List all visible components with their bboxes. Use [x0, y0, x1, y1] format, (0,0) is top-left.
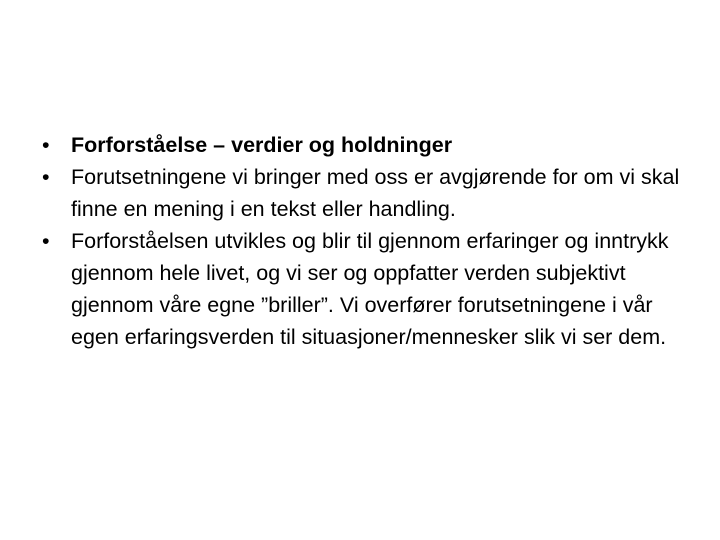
bullet-text: Forforståelse – verdier og holdninger	[71, 133, 453, 157]
bullet-text: Forutsetningene vi bringer med oss er avgjørende for om vi skal finne en mening i en tekst eller handling.	[71, 165, 680, 221]
bullet-list	[42, 129, 692, 353]
bullet-marker: •	[42, 165, 50, 189]
bullet-marker: •	[42, 229, 50, 253]
bullet-item-heading	[42, 129, 692, 161]
bullet-item-forforstaelsen	[42, 225, 692, 353]
bullet-item-forutsetninger	[42, 161, 692, 225]
bullet-marker: •	[42, 133, 50, 157]
bullet-text: Forforståelsen utvikles og blir til gjennom erfaringer og inntrykk gjennom hele livet, og vi ser og oppfatter verden subjektivt gjennom våre egne ”briller”. Vi overfører forutsetningene i vår egen erfaringsverden til situasjoner/mennesker slik vi ser dem.	[71, 229, 669, 349]
